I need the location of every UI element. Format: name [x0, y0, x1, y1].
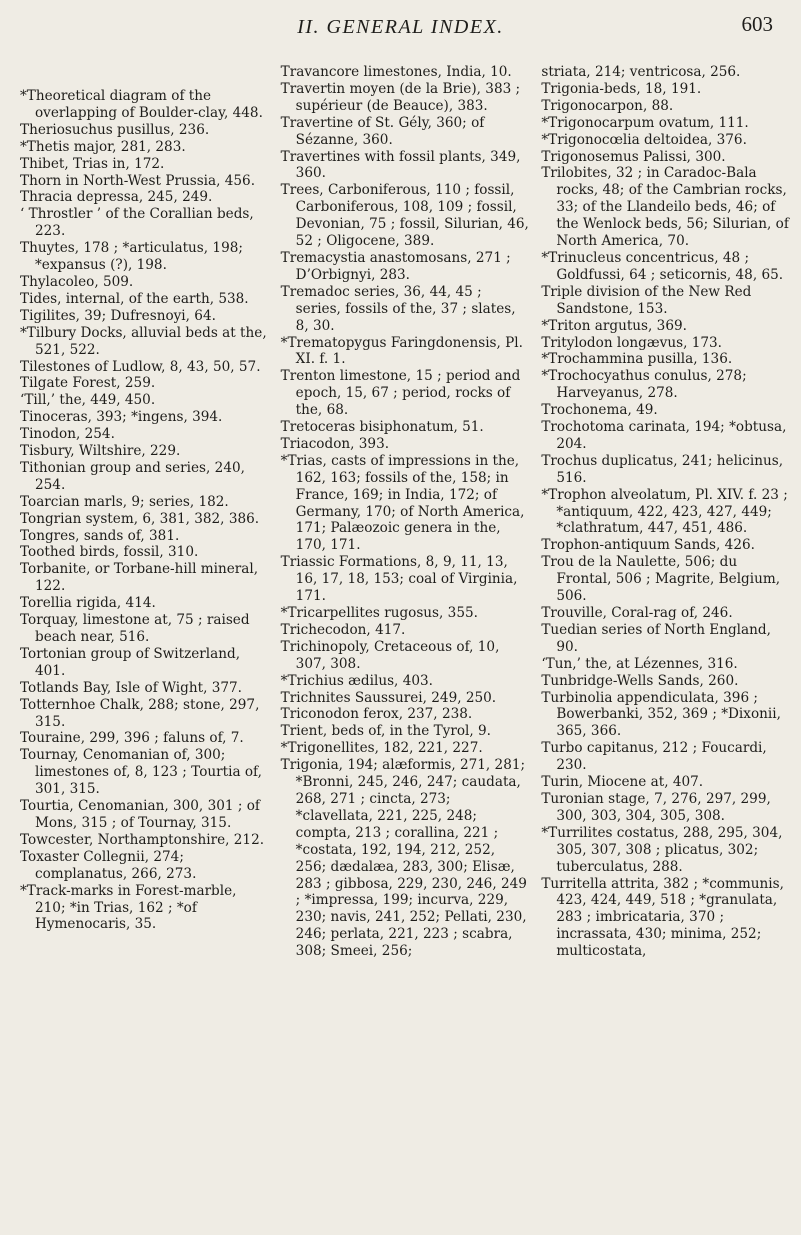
index-entry: *Trichius ædilus, 403. — [280, 672, 433, 689]
index-entry: Turonian stage, 7, 276, 297, 299, 300, 303, 304, 305, 308. — [541, 790, 771, 824]
index-entry: Totlands Bay, Isle of Wight, 377. — [20, 679, 242, 696]
index-entry: Travertine of St. Gély, 360; of Sézanne, 360. — [280, 114, 485, 148]
index-entry: *Trias, casts of impressions in the, 162, 163; fossils of the, 158; in France, 169; in India, 172; of Germany, 170; of North America, 171; Palæozoic genera in the, 170, 171. — [280, 452, 525, 554]
index-entry: Thibet, Trias in, 172. — [20, 155, 165, 172]
index-entry: Tunbridge-Wells Sands, 260. — [541, 672, 739, 689]
index-entry: Tigilites, 39; Dufresnoyi, 64. — [20, 307, 216, 324]
index-entry: Thorn in North-West Prussia, 456. — [20, 172, 256, 189]
index-entry: Thylacoleo, 509. — [20, 273, 134, 290]
index-entry: Travertines with fossil plants, 349, 360. — [280, 148, 521, 182]
index-entry: Turbo capitanus, 212 ; Foucardi, 230. — [541, 740, 767, 774]
page-number: 603 — [741, 12, 773, 36]
index-entry: Trochus duplicatus, 241; helicinus, 516. — [541, 452, 784, 486]
index-entry: *Tricarpellites rugosus, 355. — [280, 605, 478, 621]
index-entry: Tritylodon longævus, 173. — [541, 334, 722, 351]
index-entry: Tinodon, 254. — [20, 426, 115, 443]
index-entry: Tremacystia anastomosans, 271 ; D’Orbignyi, 283. — [280, 249, 511, 283]
index-entry: Trilobites, 32 ; in Caradoc-Bala rocks, 48; of the Cambrian rocks, 33; of the Llandeilo beds, 46; of the Wenlock beds, 56; Silurian, of North America, 70. — [541, 165, 789, 250]
index-entry: *Trigonocœlia deltoidea, 376. — [541, 131, 747, 148]
index-entry: Thracia depressa, 245, 249. — [20, 189, 213, 206]
index-entry: Trichinopoly, Cretaceous of, 10, 307, 308. — [280, 638, 500, 672]
index-entry: Torellia rigida, 414. — [20, 595, 156, 612]
index-entry: Trigonia-beds, 18, 191. — [541, 80, 702, 97]
index-column-left — [20, 88, 269, 1220]
index-entry: Triassic Formations, 8, 9, 11, 13, 16, 17, 18, 153; coal of Virginia, 171. — [280, 554, 518, 605]
index-entry: *Trematopygus Faringdonensis, Pl. XI. f. 1. — [280, 334, 523, 368]
index-entry: *Trigonellites, 182, 221, 227. — [280, 740, 483, 757]
running-title: II. GENERAL INDEX. — [297, 16, 504, 38]
index-entry: Trochonema, 49. — [541, 402, 658, 419]
index-entry: Theriosuchus pusillus, 236. — [20, 121, 210, 138]
index-entry: *Trinucleus concentricus, 48 ; Goldfussi, 64 ; seticornis, 48, 65. — [541, 249, 784, 283]
index-entry: Trenton limestone, 15 ; period and epoch, 15, 67 ; period, rocks of the, 68. — [280, 368, 521, 419]
index-entry: Turritella attrita, 382 ; *communis, 423, 424, 449, 518 ; *granulata, 283 ; imbricataria, 370 ; incrassata, 430; minima, 252; multicostata, — [541, 875, 784, 960]
index-entry: Trees, Carboniferous, 110 ; fossil, Carboniferous, 108, 109 ; fossil, Devonian, 75 ; fossil, Silurian, 46, 52 ; Oligocene, 389. — [280, 182, 529, 250]
index-entry: ‘Tun,’ the, at Lézennes, 316. — [541, 655, 738, 672]
index-entry: Tongres, sands of, 381. — [20, 527, 180, 544]
index-entry: Toarcian marls, 9; series, 182. — [20, 493, 229, 510]
index-entry: Trichnites Saussurei, 249, 250. — [280, 689, 497, 706]
index-entry: *Triton argutus, 369. — [541, 317, 687, 334]
index-column-middle — [281, 64, 530, 1220]
index-entry: *Track-marks in Forest-marble, 210; *in Trias, 162 ; *of Hymenocaris, 35. — [20, 882, 237, 933]
index-entry: *Theoretical diagram of the overlapping of Boulder-clay, 448. — [20, 88, 263, 121]
index-entry: *Trochocyathus conulus, 278; Harveyanus, 278. — [541, 368, 747, 402]
index-entry: Tournay, Cenomanian of, 300; limestones of, 8, 123 ; Tourtia of, 301, 315. — [20, 747, 262, 798]
index-entry: Thuytes, 178 ; *articulatus, 198; *expansus (?), 198. — [20, 240, 243, 274]
index-entry: Triple division of the New Red Sandstone, 153. — [541, 283, 752, 317]
index-entry: Tremadoc series, 36, 44, 45 ; series, fossils of the, 37 ; slates, 8, 30. — [280, 283, 516, 334]
index-entry: *Thetis major, 281, 283. — [20, 138, 186, 155]
index-entry: Triconodon ferox, 237, 238. — [280, 706, 473, 723]
index-entry: Tourtia, Cenomanian, 300, 301 ; of Mons, 315 ; of Tournay, 315. — [20, 798, 260, 831]
index-entry: Tortonian group of Switzerland, 401. — [20, 645, 241, 679]
index-entry: Trigonia, 194; alæformis, 271, 281; *Bronni, 245, 246, 247; caudata, 268, 271 ; cincta, 273; *clavellata, 221, 225, 248; compta, 213 ; corallina, 221 ; *costata, 192, 194, 212, 252, 256; dædalæa, 283, 300; Elisæ, 283 ; gibbosa, 229, 230, 246, 249 ; *impressa, 199; incurva, 229, 230; navis, 241, 252; Pellati, 230, 246; perlata, 221, 223 ; scabra, 308; Smeei, 256; — [280, 757, 527, 960]
index-entry: Towcester, Northamptonshire, 212. — [20, 831, 265, 848]
index-entry: ‘ Throstler ’ of the Corallian beds, 223. — [20, 206, 254, 240]
index-entry: Trochotoma carinata, 194; *obtusa, 204. — [541, 419, 787, 452]
index-entry: Triacodon, 393. — [280, 435, 390, 452]
index-entry: striata, 214; ventricosa, 256. — [541, 64, 741, 80]
index-entry: Trient, beds of, in the Tyrol, 9. — [280, 723, 492, 740]
index-entry: Turbinolia appendiculata, 396 ; Bowerbanki, 352, 369 ; *Dixonii, 365, 366. — [541, 689, 781, 740]
index-column-right — [541, 64, 790, 1220]
index-entry: Toothed birds, fossil, 310. — [20, 544, 199, 561]
index-entry: Tisbury, Wiltshire, 229. — [20, 443, 181, 460]
index-entry: Touraine, 299, 396 ; faluns of, 7. — [20, 730, 244, 747]
index-entry: Tides, internal, of the earth, 538. — [20, 290, 249, 307]
index-entry: ‘Till,’ the, 449, 450. — [20, 392, 156, 409]
index-entry: Torquay, limestone at, 75 ; raised beach near, 516. — [20, 612, 250, 645]
index-entry: Trouville, Coral-rag of, 246. — [541, 605, 733, 621]
index-entry: Trou de la Naulette, 506; du Frontal, 506 ; Magrite, Belgium, 506. — [541, 554, 781, 605]
index-columns — [20, 60, 790, 1220]
index-entry: *Trochammina pusilla, 136. — [541, 351, 733, 368]
index-entry: Tilestones of Ludlow, 8, 43, 50, 57. — [20, 358, 261, 375]
index-entry: Trichecodon, 417. — [280, 621, 406, 638]
index-entry: Totternhoe Chalk, 288; stone, 297, 315. — [20, 696, 260, 730]
index-entry: Torbanite, or Torbane-hill mineral, 122. — [20, 561, 259, 595]
index-entry: Travancore limestones, India, 10. — [280, 64, 512, 80]
index-entry: *Trigonocarpum ovatum, 111. — [541, 114, 749, 131]
index-entry: Trigonocarpon, 88. — [541, 97, 674, 114]
index-entry: *Trophon alveolatum, Pl. XIV. f. 23 ; *antiquum, 422, 423, 427, 449; *clathratum, 447, 451, 486. — [541, 486, 788, 537]
index-entry: Trophon-antiquum Sands, 426. — [541, 537, 755, 554]
index-entry: Tilgate Forest, 259. — [20, 375, 156, 392]
index-entry: Tinoceras, 393; *ingens, 394. — [20, 409, 223, 426]
page-header — [0, 10, 801, 50]
index-entry: *Tilbury Docks, alluvial beds at the, 521, 522. — [20, 324, 267, 358]
index-entry: Travertin moyen (de la Brie), 383 ; supérieur (de Beauce), 383. — [280, 80, 521, 114]
index-entry: *Turrilites costatus, 288, 295, 304, 305, 307, 308 ; plicatus, 302; tuberculatus, 288. — [541, 824, 783, 875]
index-entry: Tongrian system, 6, 381, 382, 386. — [20, 510, 260, 527]
index-entry: Trigonosemus Palissi, 300. — [541, 148, 726, 165]
index-entry: Tithonian group and series, 240, 254. — [20, 459, 245, 493]
index-entry: Tuedian series of North England, 90. — [541, 621, 771, 655]
index-entry: Turin, Miocene at, 407. — [541, 774, 704, 791]
index-entry: Tretoceras bisiphonatum, 51. — [280, 419, 484, 436]
index-entry: Toxaster Collegnii, 274; complanatus, 266, 273. — [20, 848, 197, 882]
